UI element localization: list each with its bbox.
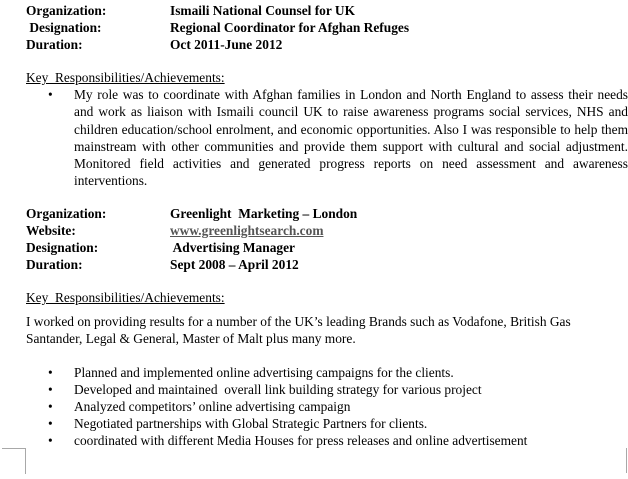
bullet-icon: • [48, 399, 53, 414]
list-item [0, 432, 628, 449]
designation-label: Designation: [26, 20, 102, 35]
organization-label: Organization: [26, 3, 107, 18]
designation-value: Advertising Manager [170, 240, 295, 255]
list-item [0, 398, 628, 415]
bullet-icon: • [48, 416, 53, 431]
organization-label: Organization: [26, 206, 107, 221]
job1-responsibilities-heading: Key Responsibilities/Achievements: [26, 70, 225, 85]
job2-responsibilities-heading: Key Responsibilities/Achievements: [26, 290, 225, 305]
job1-bullet-item: My role was to coordinate with Afghan families in London and North England to assess their needs and work as liaison with Ismaili council UK to raise awareness programs social services, NHS and children education/school enrolment, and economic opportunities. Also I was responsible to help them mainstream with other communities and provide them support with cultural and social adjustment. Monitored field activities and generated progress reports on need assessment and awareness interventions. [74, 87, 628, 189]
duration-value: Sept 2008 – April 2012 [170, 257, 299, 272]
list-item-text: Analyzed competitors’ online advertising campaign [74, 399, 351, 414]
bullet-icon: • [48, 382, 53, 397]
duration-label: Duration: [26, 257, 83, 272]
list-item [0, 364, 628, 381]
job2-summary: I worked on providing results for a number of the UK’s leading Brands such as Vodafone, British Gas Santander, Legal & General, Master of Malt plus many more. [26, 314, 571, 346]
bullet-icon: • [48, 433, 53, 448]
designation-value: Regional Coordinator for Afghan Refuges [170, 20, 410, 35]
list-item-text: Negotiated partnerships with Global Strategic Partners for clients. [74, 416, 428, 431]
bullet-icon: • [48, 365, 53, 380]
margin-corner-mark-left [2, 448, 26, 474]
duration-label: Duration: [26, 37, 83, 52]
list-item-text: Developed and maintained overall link building strategy for various project [74, 382, 482, 397]
organization-value: Ismaili National Counsel for UK [170, 3, 356, 18]
designation-label: Designation: [26, 240, 99, 255]
list-item [0, 381, 628, 398]
list-item [0, 415, 628, 432]
duration-value: Oct 2011-June 2012 [170, 37, 283, 52]
bullet-icon: • [48, 87, 53, 102]
list-item-text: Planned and implemented online advertising campaigns for the clients. [74, 365, 454, 380]
list-item-text: coordinated with different Media Houses for press releases and online advertisement [74, 433, 528, 448]
website-label: Website: [26, 223, 76, 238]
organization-value: Greenlight Marketing – London [170, 206, 358, 221]
margin-corner-mark-right [626, 448, 627, 473]
website-link[interactable]: www.greenlightsearch.com [170, 223, 324, 238]
